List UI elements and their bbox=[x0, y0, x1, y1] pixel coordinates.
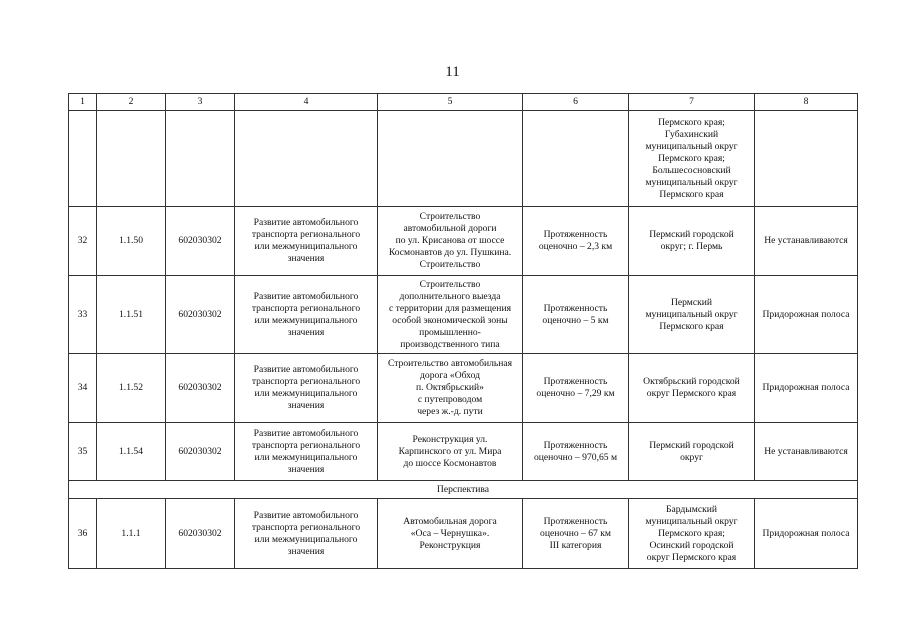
zone-cell: Придорожная полоса bbox=[755, 276, 858, 354]
row-number-cell: 36 bbox=[69, 499, 97, 569]
table-row bbox=[69, 207, 858, 276]
purpose-cell: Развитие автомобильного транспорта регионального или межмуниципального значения bbox=[235, 207, 378, 276]
purpose-cell: Развитие автомобильного транспорта регионального или межмуниципального значения bbox=[235, 276, 378, 354]
zone-cell: Придорожная полоса bbox=[755, 499, 858, 569]
row-number-cell: 32 bbox=[69, 207, 97, 276]
header-cell: 3 bbox=[166, 94, 235, 111]
program-cell: 602030302 bbox=[166, 276, 235, 354]
zone-cell: Не устанавливаются bbox=[755, 423, 858, 481]
planning-table bbox=[68, 93, 858, 569]
object-cell: Реконструкция ул. Карпинского от ул. Мира до шоссе Космонавтов bbox=[378, 423, 523, 481]
header-cell: 5 bbox=[378, 94, 523, 111]
header-cell: 8 bbox=[755, 94, 858, 111]
object-cell: Строительство автомобильной дороги по ул. Крисанова от шоссе Космонавтов до ул. Пушкина. Строительство bbox=[378, 207, 523, 276]
header-cell: 2 bbox=[97, 94, 166, 111]
table-row bbox=[69, 499, 858, 569]
table-row bbox=[69, 354, 858, 423]
location-cell: Пермский городской округ bbox=[629, 423, 755, 481]
zone-cell: Придорожная полоса bbox=[755, 354, 858, 423]
header-cell: 6 bbox=[523, 94, 629, 111]
program-cell: 602030302 bbox=[166, 207, 235, 276]
characteristics-cell: Протяженность оценочно – 67 км III категория bbox=[523, 499, 629, 569]
object-cell: Автомобильная дорога «Оса – Чернушка». Реконструкция bbox=[378, 499, 523, 569]
purpose-cell: Развитие автомобильного транспорта регионального или межмуниципального значения bbox=[235, 499, 378, 569]
header-cell: 7 bbox=[629, 94, 755, 111]
location-cell: Пермский муниципальный округ Пермского края bbox=[629, 276, 755, 354]
table-cell bbox=[69, 111, 97, 207]
object-cell: Строительство автомобильная дорога «Обход п. Октябрьский» с путепроводом через ж.-д. пути bbox=[378, 354, 523, 423]
program-cell: 602030302 bbox=[166, 499, 235, 569]
table-row-continuation bbox=[69, 111, 858, 207]
code-cell: 1.1.1 bbox=[97, 499, 166, 569]
characteristics-cell: Протяженность оценочно – 7,29 км bbox=[523, 354, 629, 423]
program-cell: 602030302 bbox=[166, 423, 235, 481]
location-cell: Пермского края; Губахинский муниципальный округ Пермского края; Большесосновский муниципальный округ Пермского края bbox=[629, 111, 755, 207]
table-row bbox=[69, 423, 858, 481]
code-cell: 1.1.50 bbox=[97, 207, 166, 276]
row-number-cell: 34 bbox=[69, 354, 97, 423]
table-cell bbox=[166, 111, 235, 207]
code-cell: 1.1.51 bbox=[97, 276, 166, 354]
code-cell: 1.1.54 bbox=[97, 423, 166, 481]
program-cell: 602030302 bbox=[166, 354, 235, 423]
location-cell: Пермский городской округ; г. Пермь bbox=[629, 207, 755, 276]
location-cell: Бардымский муниципальный округ Пермского края; Осинский городской округ Пермского края bbox=[629, 499, 755, 569]
section-title: Перспектива bbox=[69, 481, 858, 499]
code-cell: 1.1.52 bbox=[97, 354, 166, 423]
object-cell: Строительство дополнительного выезда с территории для размещения особой экономической зоны промышленно- производственного типа bbox=[378, 276, 523, 354]
table-cell bbox=[523, 111, 629, 207]
table-header-row bbox=[69, 94, 858, 111]
zone-cell: Не устанавливаются bbox=[755, 207, 858, 276]
table-cell bbox=[755, 111, 858, 207]
table-cell bbox=[235, 111, 378, 207]
table-row bbox=[69, 276, 858, 354]
table-cell bbox=[97, 111, 166, 207]
purpose-cell: Развитие автомобильного транспорта регионального или межмуниципального значения bbox=[235, 423, 378, 481]
header-cell: 4 bbox=[235, 94, 378, 111]
characteristics-cell: Протяженность оценочно – 2,3 км bbox=[523, 207, 629, 276]
header-cell: 1 bbox=[69, 94, 97, 111]
page-number: 11 bbox=[445, 64, 460, 80]
section-header-row bbox=[69, 481, 858, 499]
table-cell bbox=[378, 111, 523, 207]
characteristics-cell: Протяженность оценочно – 5 км bbox=[523, 276, 629, 354]
row-number-cell: 33 bbox=[69, 276, 97, 354]
location-cell: Октябрьский городской округ Пермского края bbox=[629, 354, 755, 423]
characteristics-cell: Протяженность оценочно – 970,65 м bbox=[523, 423, 629, 481]
row-number-cell: 35 bbox=[69, 423, 97, 481]
purpose-cell: Развитие автомобильного транспорта регионального или межмуниципального значения bbox=[235, 354, 378, 423]
